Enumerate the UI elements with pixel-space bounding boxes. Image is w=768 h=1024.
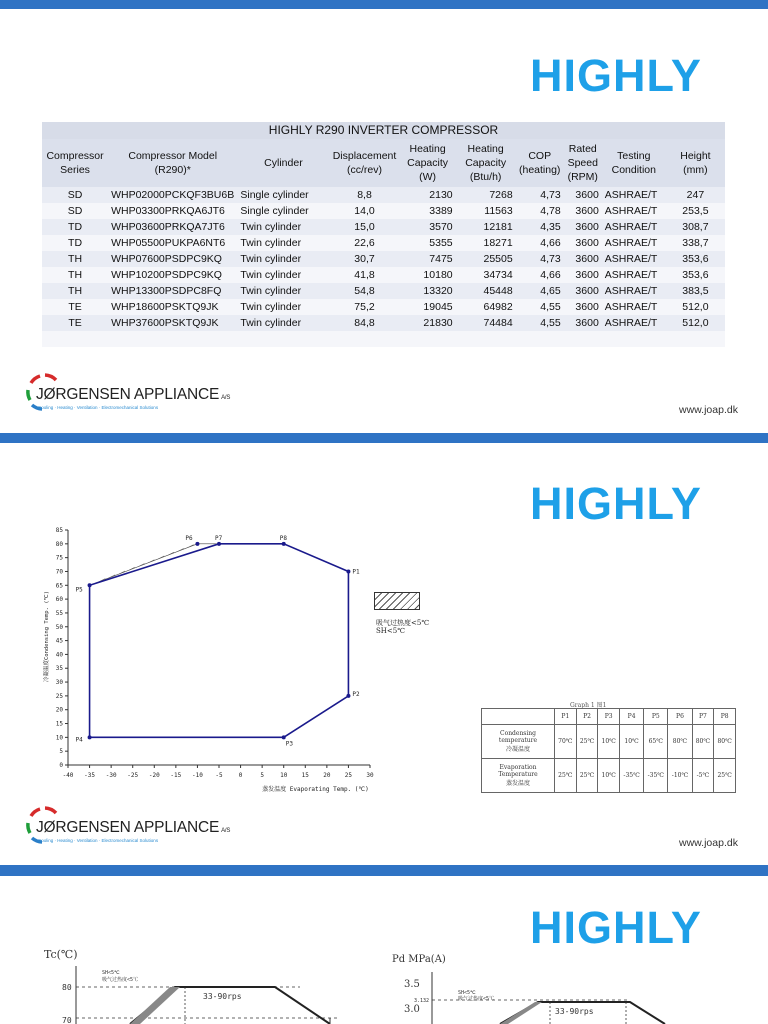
envelope-point-p1: [346, 569, 350, 573]
table-cell: WHP07600PSDPC9KQ: [108, 251, 237, 267]
table-cell: [108, 331, 237, 347]
table-cell: [516, 331, 564, 347]
hatch-line: [139, 563, 145, 566]
col-header: Rated Speed (RPM): [564, 139, 602, 187]
pts-header: P6: [668, 709, 692, 725]
pd-speed-label: 33-90rps: [555, 1007, 594, 1016]
table-cell: 3600: [564, 267, 602, 283]
table-cell: 41,8: [329, 267, 399, 283]
company-name: JØRGENSEN APPLIANCE: [36, 386, 220, 403]
table-row: [42, 315, 725, 331]
table-cell: WHP13300PSDPC8FQ: [108, 283, 237, 299]
table-cell: 3600: [564, 219, 602, 235]
pd-ylabel: Pd MPa(A): [392, 954, 446, 965]
table-cell: Twin cylinder: [237, 299, 329, 315]
pts-header: P3: [598, 709, 620, 725]
tc-ylabel: Tc(℃): [44, 948, 78, 961]
x-axis-label: 蒸发温度 Evaporating Temp. (℃): [262, 786, 369, 793]
table-cell: ASHRAE/T: [602, 315, 666, 331]
x-tick-label: 30: [366, 772, 374, 779]
table-cell: 308,7: [666, 219, 725, 235]
pd-envelope-chart: [390, 944, 720, 1024]
x-tick-label: 25: [344, 772, 353, 779]
y-tick-label: 5: [59, 748, 63, 756]
table-cell: 74484: [456, 315, 516, 331]
table-cell: 15,0: [329, 219, 399, 235]
table-cell: 11563: [456, 203, 516, 219]
points-cell: -5℃: [692, 759, 714, 793]
hatch-line: [158, 556, 164, 559]
table-cell: [602, 331, 666, 347]
table-cell: 4,35: [516, 219, 564, 235]
table-cell: 4,65: [516, 283, 564, 299]
points-cell: 10℃: [598, 759, 620, 793]
points-cell: -10℃: [668, 759, 692, 793]
table-cell: WHP02000PCKQF3BU6B: [108, 187, 237, 203]
table-cell: TH: [42, 251, 108, 267]
x-tick-label: -25: [127, 772, 139, 779]
y-tick-label: 80: [55, 540, 63, 548]
table-cell: [237, 331, 329, 347]
y-tick-label: 65: [55, 582, 63, 590]
pd-ytick: 3.0: [404, 1004, 420, 1015]
table-cell: WHP03300PRKQA6JT6: [108, 203, 237, 219]
table-cell: Twin cylinder: [237, 267, 329, 283]
table-cell: TE: [42, 299, 108, 315]
table-cell: 7475: [400, 251, 456, 267]
y-tick-label: 55: [55, 609, 63, 617]
x-tick-label: 15: [301, 772, 309, 779]
table-cell: 2130: [400, 187, 456, 203]
table-row: [42, 251, 725, 267]
table-cell: 4,73: [516, 187, 564, 203]
table-cell: ASHRAE/T: [602, 203, 666, 219]
table-cell: 512,0: [666, 315, 725, 331]
table-cell: Single cylinder: [237, 203, 329, 219]
table-cell: Twin cylinder: [237, 283, 329, 299]
y-axis-label: 冷凝温度Condensing Temp. (℃): [44, 590, 50, 683]
y-tick-label: 50: [55, 623, 63, 631]
col-header: Compressor Model (R290)*: [108, 139, 237, 187]
hatch-line: [168, 552, 174, 555]
x-tick-label: 5: [260, 772, 264, 779]
y-tick-label: 75: [55, 554, 63, 562]
table-cell: WHP10200PSDPC9KQ: [108, 267, 237, 283]
table-cell: ASHRAE/T: [602, 283, 666, 299]
envelope-point-p4: [88, 735, 92, 739]
table-cell: 18271: [456, 235, 516, 251]
table-cell: ASHRAE/T: [602, 235, 666, 251]
x-tick-label: 10: [280, 772, 288, 779]
y-tick-label: 40: [55, 651, 63, 659]
x-tick-label: -5: [215, 772, 223, 779]
pd-ytick: 3.5: [404, 979, 420, 990]
points-row: [482, 725, 736, 759]
table-cell: 512,0: [666, 299, 725, 315]
hatch-line: [148, 560, 154, 563]
table-cell: 353,6: [666, 267, 725, 283]
points-row-label-en: Condensing temperature: [498, 730, 538, 744]
table-cell: ASHRAE/T: [602, 187, 666, 203]
pts-header: P5: [644, 709, 668, 725]
table-cell: 21830: [400, 315, 456, 331]
pts-header: P2: [576, 709, 598, 725]
tc-ytick: 70: [62, 1016, 72, 1024]
website-link[interactable]: www.joap.dk: [679, 837, 738, 849]
table-cell: 253,5: [666, 203, 725, 219]
y-tick-label: 0: [59, 762, 63, 769]
table-cell: [564, 331, 602, 347]
tc-note-en: SH<5℃: [102, 970, 120, 976]
table-row: [42, 203, 725, 219]
table-cell: 383,5: [666, 283, 725, 299]
table-cell: 4,78: [516, 203, 564, 219]
col-header: Compressor Series: [42, 139, 108, 187]
envelope-point-p3: [282, 735, 286, 739]
table-cell: 4,55: [516, 299, 564, 315]
col-header: Cylinder: [237, 139, 329, 187]
table-row: [42, 235, 725, 251]
company-name: JØRGENSEN APPLIANCE: [36, 819, 220, 836]
points-row-label: [482, 759, 555, 793]
pts-corner: [482, 709, 555, 725]
y-tick-label: 10: [55, 734, 63, 742]
table-cell: [666, 331, 725, 347]
legend-line-cn: 吸气过热度<5℃: [376, 619, 430, 627]
superheat-legend-text: [376, 619, 429, 635]
x-tick-label: -35: [84, 772, 95, 779]
table-cell: ASHRAE/T: [602, 267, 666, 283]
col-header: Heating Capacity (Btu/h): [456, 139, 516, 187]
table-cell: WHP37600PSKTQ9JK: [108, 315, 237, 331]
table-cell: 34734: [456, 267, 516, 283]
points-cell: 80℃: [714, 725, 736, 759]
table-cell: TH: [42, 267, 108, 283]
table-cell: 7268: [456, 187, 516, 203]
joap-logo: [22, 805, 231, 845]
legend-line-en: SH<5℃: [376, 627, 406, 635]
table-cell: 3600: [564, 235, 602, 251]
company-suffix: A/S: [221, 395, 231, 401]
table-cell: 22,6: [329, 235, 399, 251]
y-tick-label: 15: [55, 720, 63, 728]
tc-envelope-chart: [40, 944, 340, 1024]
table-cell: TD: [42, 219, 108, 235]
website-link[interactable]: www.joap.dk: [679, 404, 738, 416]
envelope-point-p8: [282, 542, 286, 546]
table-cell: 3600: [564, 283, 602, 299]
table-cell: 75,2: [329, 299, 399, 315]
points-row-label-en: Evaporation Temperature: [498, 764, 538, 778]
envelope-point-p5: [88, 583, 92, 587]
pts-header: P4: [620, 709, 644, 725]
y-tick-label: 25: [55, 692, 63, 700]
table-cell: SD: [42, 203, 108, 219]
points-row-label: [482, 725, 555, 759]
envelope-point-p2: [346, 694, 350, 698]
pts-header: P1: [555, 709, 577, 725]
y-tick-label: 85: [55, 527, 63, 534]
table-cell: Single cylinder: [237, 187, 329, 203]
table-cell: WHP03600PRKQA7JT6: [108, 219, 237, 235]
points-cell: 10℃: [620, 725, 644, 759]
point-label: P5: [75, 586, 83, 594]
points-cell: -35℃: [644, 759, 668, 793]
points-row-label-cn: 冷凝温度: [505, 746, 530, 753]
table-cell: 25505: [456, 251, 516, 267]
table-cell: 3389: [400, 203, 456, 219]
table-cell: 12181: [456, 219, 516, 235]
pd-note-cn: 吸气过热度<5℃: [458, 996, 495, 1002]
x-tick-label: -20: [148, 772, 160, 779]
point-label: P8: [279, 534, 287, 542]
tc-ytick: 80: [62, 983, 72, 992]
point-label: P7: [215, 534, 223, 542]
col-header: Heating Capacity (W): [400, 139, 456, 187]
table-cell: Twin cylinder: [237, 315, 329, 331]
points-cell: 10℃: [598, 725, 620, 759]
point-label: P4: [75, 736, 83, 744]
table-row: [42, 219, 725, 235]
tc-speed-label: 33-90rps: [203, 992, 242, 1001]
table-cell: [42, 331, 108, 347]
table-cell: 10180: [400, 267, 456, 283]
highly-logo: HIGHLY: [530, 902, 702, 953]
table-cell: Twin cylinder: [237, 219, 329, 235]
table-cell: 5355: [400, 235, 456, 251]
pd-ytick-extra: 3.132: [414, 998, 430, 1004]
superheat-legend-swatch: [374, 592, 420, 610]
table-row: [42, 283, 725, 299]
table-cell: 8,8: [329, 187, 399, 203]
separator-band-2: [0, 865, 768, 876]
points-row: [482, 759, 736, 793]
table-cell: ASHRAE/T: [602, 251, 666, 267]
hatch-line: [178, 548, 184, 551]
table-cell: [400, 331, 456, 347]
y-tick-label: 30: [55, 679, 63, 687]
table-cell: 3600: [564, 251, 602, 267]
y-tick-label: 20: [55, 706, 63, 714]
point-label: P1: [352, 568, 360, 576]
table-cell: 64982: [456, 299, 516, 315]
points-cell: 70℃: [555, 725, 577, 759]
table-cell: 13320: [400, 283, 456, 299]
table-cell: Twin cylinder: [237, 235, 329, 251]
joap-logo: [22, 372, 231, 412]
table-row: [42, 299, 725, 315]
points-cell: 25℃: [714, 759, 736, 793]
spec-table-title: HIGHLY R290 INVERTER COMPRESSOR: [42, 122, 725, 139]
x-tick-label: -15: [170, 772, 182, 779]
table-row-empty: [42, 331, 725, 347]
spec-table: [42, 139, 725, 347]
table-cell: [329, 331, 399, 347]
table-cell: TH: [42, 283, 108, 299]
table-cell: 45448: [456, 283, 516, 299]
table-cell: SD: [42, 187, 108, 203]
x-tick-label: -10: [192, 772, 203, 779]
point-label: P2: [352, 690, 360, 698]
company-tagline: Cooling · Heating · Ventilation · Electromechanical Solutions: [38, 405, 159, 410]
company-tagline: Cooling · Heating · Ventilation · Electromechanical Solutions: [38, 838, 159, 843]
col-header: Height (mm): [666, 139, 725, 187]
table-cell: WHP05500PUKPA6NT6: [108, 235, 237, 251]
table-row: [42, 187, 725, 203]
points-cell: 65℃: [644, 725, 668, 759]
y-tick-label: 35: [55, 665, 63, 673]
points-cell: 25℃: [576, 759, 598, 793]
y-tick-label: 70: [55, 568, 63, 576]
table-cell: 30,7: [329, 251, 399, 267]
table-cell: 3600: [564, 187, 602, 203]
hatch-line: [188, 545, 194, 548]
envelope-boundary: [90, 544, 349, 738]
envelope-point-p7: [217, 542, 221, 546]
hatch-line: [129, 567, 135, 570]
table-cell: 4,73: [516, 251, 564, 267]
point-label: P6: [185, 534, 193, 542]
separator-band-1: [0, 433, 768, 443]
table-cell: TE: [42, 315, 108, 331]
table-cell: 247: [666, 187, 725, 203]
table-cell: 4,55: [516, 315, 564, 331]
x-tick-label: 0: [238, 772, 243, 779]
points-cell: -35℃: [620, 759, 644, 793]
highly-logo: HIGHLY: [530, 50, 702, 101]
points-table-caption: Graph 1 图1: [570, 702, 607, 709]
table-cell: 3570: [400, 219, 456, 235]
envelope-point-p6: [195, 542, 199, 546]
points-cell: 25℃: [576, 725, 598, 759]
table-cell: 3600: [564, 203, 602, 219]
x-tick-label: 20: [323, 772, 331, 779]
table-cell: 54,8: [329, 283, 399, 299]
table-cell: TD: [42, 235, 108, 251]
table-cell: WHP18600PSKTQ9JK: [108, 299, 237, 315]
y-tick-label: 45: [55, 637, 63, 645]
col-header: Displacement (cc/rev): [329, 139, 399, 187]
y-tick-label: 60: [55, 596, 63, 604]
table-cell: Twin cylinder: [237, 251, 329, 267]
company-suffix: A/S: [221, 828, 231, 834]
points-table: [481, 708, 736, 793]
col-header: COP (heating): [516, 139, 564, 187]
top-band: [0, 0, 768, 9]
points-row-label-cn: 蒸发温度: [505, 780, 530, 787]
table-cell: ASHRAE/T: [602, 219, 666, 235]
table-cell: 353,6: [666, 251, 725, 267]
highly-logo: HIGHLY: [530, 478, 702, 529]
spec-table-header: [42, 139, 725, 187]
pts-header: P8: [714, 709, 736, 725]
x-tick-label: -30: [105, 772, 117, 779]
table-cell: 84,8: [329, 315, 399, 331]
points-cell: 80℃: [692, 725, 714, 759]
points-cell: 25℃: [555, 759, 577, 793]
pd-note-en: SH<5℃: [458, 990, 476, 996]
point-label: P3: [285, 740, 293, 748]
table-row: [42, 267, 725, 283]
table-cell: 3600: [564, 315, 602, 331]
table-cell: 4,66: [516, 235, 564, 251]
table-cell: ASHRAE/T: [602, 299, 666, 315]
x-tick-label: -40: [62, 772, 74, 779]
table-cell: 14,0: [329, 203, 399, 219]
col-header: Testing Condition: [602, 139, 666, 187]
envelope-chart: [40, 525, 440, 795]
table-cell: 338,7: [666, 235, 725, 251]
table-cell: [456, 331, 516, 347]
table-cell: 4,66: [516, 267, 564, 283]
table-cell: 19045: [400, 299, 456, 315]
pts-header: P7: [692, 709, 714, 725]
points-cell: 80℃: [668, 725, 692, 759]
table-cell: 3600: [564, 299, 602, 315]
tc-note-cn: 吸气过热度<5℃: [102, 977, 139, 983]
